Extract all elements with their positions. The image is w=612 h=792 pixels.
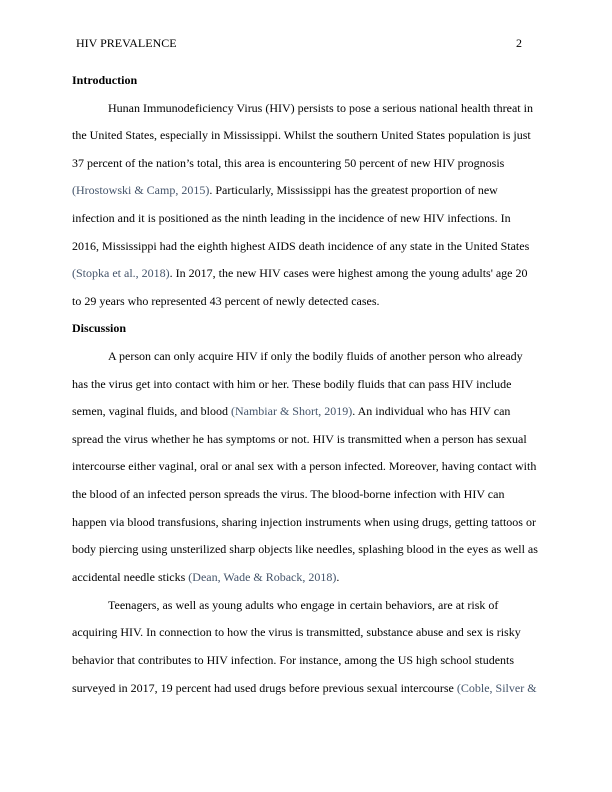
page-number: 2	[516, 36, 522, 50]
discussion-line: A person can only acquire HIV if only the bodily fluids of another person who already	[108, 349, 523, 363]
running-head: HIV PREVALENCE	[76, 36, 177, 50]
intro-line: infection and it is positioned as the ninth leading in the incidence of new HIV infections. In	[72, 211, 511, 225]
discussion-line: intercourse either vaginal, oral or anal sex with a person infected. Moreover, having contact with	[72, 459, 537, 473]
citation-stopka: (Stopka et al., 2018)	[72, 266, 170, 280]
intro-line: the United States, especially in Mississippi. Whilst the southern United States population is just	[72, 128, 531, 142]
intro-line: (Stopka et al., 2018). In 2017, the new HIV cases were highest among the young adults' age 20	[72, 266, 528, 280]
discussion-line: the blood of an infected person spreads the virus. The blood-borne infection with HIV can	[72, 487, 505, 501]
discussion-line: acquiring HIV. In connection to how the virus is transmitted, substance abuse and sex is risky	[72, 625, 521, 639]
page-header	[76, 36, 522, 52]
discussion-line: body piercing using unsterilized sharp objects like needles, splashing blood in the eyes as well as	[72, 542, 538, 556]
discussion-line: spread the virus whether he has symptoms or not. HIV is transmitted when a person has sexual	[72, 432, 527, 446]
discussion-heading: Discussion	[72, 321, 127, 335]
citation-nambiar: (Nambiar & Short, 2019)	[230, 404, 353, 418]
intro-line: 37 percent of the nation’s total, this area is encountering 50 percent of new HIV prognosis	[72, 156, 505, 170]
discussion-line: semen, vaginal fluids, and blood (Nambiar & Short, 2019). An individual who has HIV can	[72, 404, 511, 418]
citation-hrostowski: (Hrostowski & Camp, 2015)	[72, 183, 210, 197]
intro-line: Hunan Immunodeficiency Virus (HIV) persists to pose a serious national health threat in	[108, 101, 533, 115]
discussion-line: behavior that contributes to HIV infection. For instance, among the US high school students	[72, 653, 515, 667]
introduction-heading: Introduction	[72, 73, 138, 87]
discussion-line: accidental needle sticks (Dean, Wade & Roback, 2018).	[72, 570, 340, 584]
discussion-line: happen via blood transfusions, sharing injection instruments when using drugs, getting tattoos or	[72, 515, 536, 529]
discussion-line: has the virus get into contact with him or her. These bodily fluids that can pass HIV include	[72, 377, 512, 391]
citation-dean: (Dean, Wade & Roback, 2018)	[188, 570, 337, 584]
discussion-line: Teenagers, as well as young adults who engage in certain behaviors, are at risk of	[108, 598, 499, 612]
intro-line: 2016, Mississippi had the eighth highest AIDS death incidence of any state in the United States	[72, 239, 530, 253]
intro-line: (Hrostowski & Camp, 2015). Particularly, Mississippi has the greatest proportion of new	[72, 183, 498, 197]
intro-line: to 29 years who represented 43 percent of newly detected cases.	[72, 294, 380, 308]
citation-coble: (Coble, Silver &	[456, 681, 537, 695]
discussion-line: surveyed in 2017, 19 percent had used drugs before previous sexual intercourse (Coble, Silver &	[72, 681, 537, 695]
